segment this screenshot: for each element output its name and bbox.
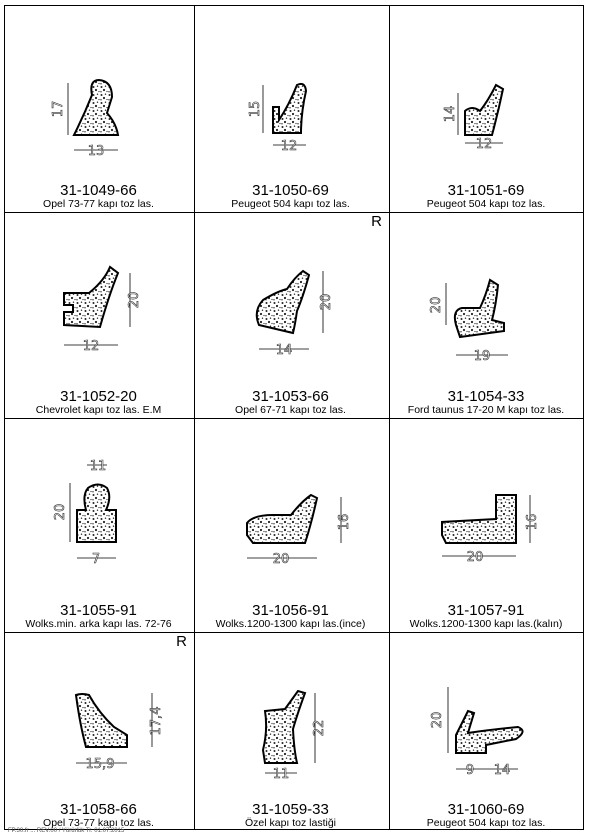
dimension-label: 12	[475, 137, 493, 152]
dimension-label: 19	[473, 349, 491, 364]
part-description: Ford taunus 17-20 M kapı toz las.	[407, 404, 565, 416]
part-cell	[193, 5, 388, 211]
part-cell	[4, 417, 193, 631]
dimension-label: 14	[443, 105, 458, 123]
dimension-label: 20	[53, 503, 68, 521]
profile-drawing	[193, 417, 388, 631]
part-cell	[388, 631, 584, 830]
dimension-label: 16	[337, 513, 352, 531]
profile-drawing	[388, 417, 584, 631]
part-cell	[388, 211, 584, 417]
part-code: 31-1057-91	[447, 602, 525, 619]
seal-profile-shape	[247, 495, 317, 543]
seal-profile-shape	[76, 694, 127, 747]
dimension-label: 12	[280, 139, 298, 154]
dimension-label: 17	[51, 100, 66, 118]
seal-profile-shape	[465, 85, 503, 135]
part-cell	[4, 211, 193, 417]
dimension-label: 15	[248, 100, 263, 118]
dimension-label: 17,4	[149, 706, 164, 736]
profile-drawing	[4, 211, 193, 417]
part-cell	[388, 417, 584, 631]
profile-drawing	[4, 5, 193, 211]
part-code: 31-1053-66	[252, 388, 329, 405]
dimension-label: 11	[272, 767, 290, 782]
seal-profile-shape	[263, 691, 305, 763]
part-description: Opel 73-77 kapı toz las.	[43, 198, 154, 210]
part-description: Wolks.min. arka kapı las. 72-76	[25, 618, 172, 630]
dimension-label: 20	[319, 293, 334, 311]
seal-profile-shape	[257, 271, 309, 333]
part-code: 31-1056-91	[252, 602, 329, 619]
part-description: Opel 67-71 kapı toz las.	[235, 404, 346, 416]
dimension-label: 20	[127, 291, 142, 309]
seal-profile-shape	[74, 80, 118, 135]
dimension-label: 20	[429, 296, 444, 314]
dimension-label: 14	[493, 763, 511, 778]
profile-drawing	[388, 211, 584, 417]
dimension-label: 20	[272, 552, 290, 567]
part-code: 31-1051-69	[447, 182, 525, 199]
profile-drawing	[193, 211, 388, 417]
seal-profile-shape	[77, 485, 116, 543]
seal-profile-shape	[64, 267, 118, 327]
profile-drawing	[193, 5, 388, 211]
part-cell	[193, 417, 388, 631]
part-cell	[4, 5, 193, 211]
part-cell	[193, 631, 388, 830]
part-description: Wolks.1200-1300 kapı las.(kalın)	[409, 618, 563, 630]
dimension-label: 15,9	[85, 757, 115, 772]
part-description: Peugeot 504 kapı toz las.	[231, 198, 350, 210]
dimension-label: 13	[87, 144, 105, 159]
profile-drawing	[388, 5, 584, 211]
part-code: 31-1054-33	[447, 388, 525, 405]
part-cell	[388, 5, 584, 211]
part-description: Peugeot 504 kapı toz las.	[426, 817, 546, 829]
seal-profile-shape	[273, 84, 306, 133]
dimension-label: 7	[91, 552, 101, 567]
dimension-label: 12	[82, 339, 100, 354]
part-code: 31-1058-66	[60, 801, 137, 818]
part-code: 31-1055-91	[60, 602, 137, 619]
part-description: Özel kapı toz lastiği	[244, 817, 337, 829]
part-code: 31-1049-66	[60, 182, 137, 199]
part-cell	[193, 211, 388, 417]
dimension-label: 11	[89, 459, 107, 474]
dimension-label: 20	[430, 711, 445, 729]
seal-profile-shape	[455, 280, 504, 337]
part-code: 31-1060-69	[447, 801, 525, 818]
seal-profile-shape	[456, 711, 523, 753]
revision-mark: R	[371, 213, 382, 230]
seal-profile-shape	[442, 495, 516, 543]
part-description: Opel 73-77 kapı toz las.	[43, 817, 154, 829]
dimension-label: 9	[465, 763, 475, 778]
dimension-label: 16	[525, 513, 540, 531]
part-description: Peugeot 504 kapı toz las.	[426, 198, 546, 210]
dimension-label: 22	[312, 719, 327, 737]
part-code: 31-1050-69	[252, 182, 329, 199]
footer-text: FP.30.fr ... REV.00 / Yürürlük Tr. 01.07.2015	[8, 828, 125, 834]
profile-drawing	[4, 417, 193, 631]
part-code: 31-1052-20	[60, 388, 137, 405]
dimension-label: 20	[466, 550, 484, 565]
dimension-label: 14	[275, 343, 293, 358]
revision-mark: R	[176, 633, 187, 650]
part-cell	[4, 631, 193, 830]
part-description: Chevrolet kapı toz las. E.M	[35, 404, 162, 416]
part-description: Wolks.1200-1300 kapı las.(ince)	[215, 618, 366, 630]
part-code: 31-1059-33	[252, 801, 329, 818]
